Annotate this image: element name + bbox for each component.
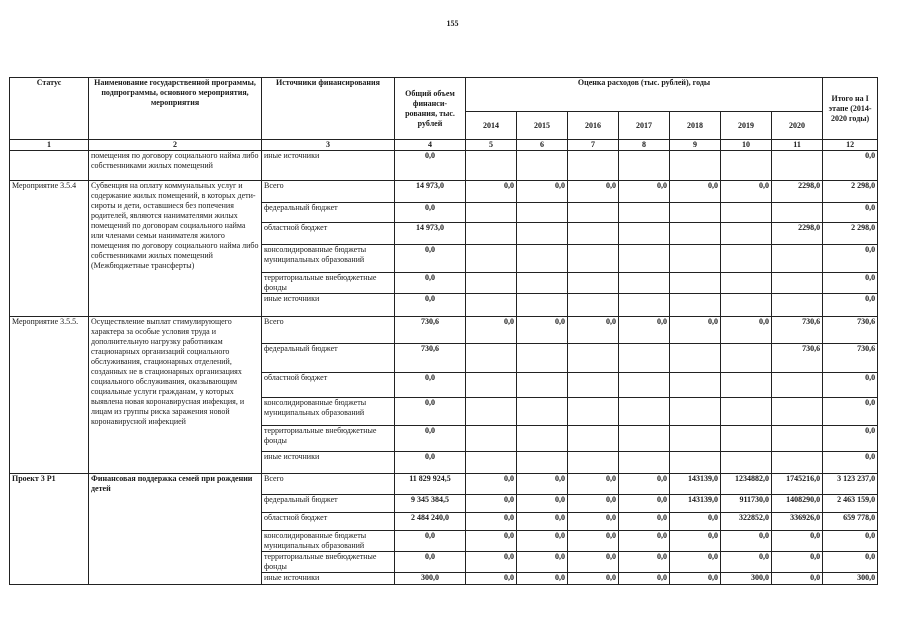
row-total: 0,0 (395, 294, 466, 317)
header-total: Общий объем финанси-рования, тыс. рублей (395, 78, 466, 140)
column-index: 6 (517, 140, 568, 151)
row-year-value (670, 151, 721, 181)
row-year-value (466, 203, 517, 223)
row-year-value: 0,0 (466, 513, 517, 531)
row-year-value (772, 426, 823, 452)
row-year-value (772, 294, 823, 317)
table-row (10, 474, 878, 495)
header-status: Статус (10, 78, 89, 140)
header-year: 2015 (517, 112, 568, 140)
row-year-value (619, 151, 670, 181)
row-source: Всего (262, 317, 395, 344)
header-itogo: Итого на I этапе (2014-2020 годы) (823, 78, 878, 140)
header-index-row (10, 140, 878, 151)
row-source: областной бюджет (262, 223, 395, 245)
row-itogo: 2 298,0 (823, 181, 878, 203)
row-year-value: 0,0 (517, 552, 568, 573)
row-year-value (466, 426, 517, 452)
row-total: 0,0 (395, 373, 466, 398)
row-year-value (466, 344, 517, 373)
row-source: территориальные внебюджетные фонды (262, 273, 395, 294)
row-year-value (772, 203, 823, 223)
row-year-value: 1234882,0 (721, 474, 772, 495)
row-year-value (619, 373, 670, 398)
row-source: федеральный бюджет (262, 495, 395, 513)
row-total: 14 973,0 (395, 223, 466, 245)
header-year: 2014 (466, 112, 517, 140)
row-year-value (517, 452, 568, 474)
row-total: 730,6 (395, 344, 466, 373)
row-itogo: 300,0 (823, 573, 878, 585)
row-year-value (721, 344, 772, 373)
row-year-value (721, 203, 772, 223)
row-year-value (517, 373, 568, 398)
row-total: 2 484 240,0 (395, 513, 466, 531)
row-itogo: 659 778,0 (823, 513, 878, 531)
row-year-value (466, 398, 517, 426)
row-year-value: 0,0 (670, 513, 721, 531)
row-itogo: 2 463 159,0 (823, 495, 878, 513)
row-year-value: 0,0 (466, 573, 517, 585)
row-year-value: 2298,0 (772, 223, 823, 245)
row-year-value (670, 245, 721, 273)
row-year-value: 0,0 (466, 317, 517, 344)
row-total: 0,0 (395, 452, 466, 474)
row-year-value: 0,0 (670, 552, 721, 573)
row-year-value: 0,0 (517, 474, 568, 495)
row-year-value (619, 426, 670, 452)
header-year: 2017 (619, 112, 670, 140)
row-year-value: 911730,0 (721, 495, 772, 513)
row-total: 300,0 (395, 573, 466, 585)
row-year-value: 143139,0 (670, 474, 721, 495)
header-name: Наименование государственной программы, подпрограммы, основного мероприятия, мероприятия (89, 78, 262, 140)
row-year-value (721, 398, 772, 426)
row-name: Финансовая поддержка семей при рождении детей (89, 474, 262, 585)
row-year-value (619, 294, 670, 317)
row-year-value (517, 273, 568, 294)
row-year-value: 0,0 (517, 181, 568, 203)
row-total: 0,0 (395, 426, 466, 452)
column-index: 11 (772, 140, 823, 151)
header-estimate: Оценка расходов (тыс. рублей), годы (466, 78, 823, 112)
row-year-value: 2298,0 (772, 181, 823, 203)
row-year-value (670, 294, 721, 317)
row-year-value: 0,0 (568, 552, 619, 573)
row-year-value (772, 273, 823, 294)
row-year-value: 0,0 (772, 552, 823, 573)
row-year-value: 0,0 (619, 474, 670, 495)
table-body (10, 151, 878, 585)
row-source: областной бюджет (262, 373, 395, 398)
table-row (10, 151, 878, 181)
row-year-value (670, 373, 721, 398)
row-year-value: 0,0 (721, 317, 772, 344)
row-year-value (568, 426, 619, 452)
row-year-value: 0,0 (619, 573, 670, 585)
row-total: 0,0 (395, 531, 466, 552)
column-index: 2 (89, 140, 262, 151)
row-year-value (517, 245, 568, 273)
row-year-value (721, 151, 772, 181)
row-year-value: 0,0 (517, 573, 568, 585)
row-year-value: 0,0 (619, 513, 670, 531)
row-status (10, 151, 89, 181)
row-source: Всего (262, 474, 395, 495)
row-year-value: 0,0 (517, 495, 568, 513)
row-year-value (772, 373, 823, 398)
row-name: помещения по договору социального найма либо собственниками жилых помещений (89, 151, 262, 181)
row-year-value: 0,0 (466, 552, 517, 573)
header-year: 2018 (670, 112, 721, 140)
row-year-value (568, 151, 619, 181)
row-year-value (670, 203, 721, 223)
row-year-value: 322852,0 (721, 513, 772, 531)
header-year: 2019 (721, 112, 772, 140)
row-total: 0,0 (395, 398, 466, 426)
row-itogo: 0,0 (823, 426, 878, 452)
row-source: иные источники (262, 573, 395, 585)
row-year-value (670, 398, 721, 426)
column-index: 4 (395, 140, 466, 151)
row-year-value: 0,0 (568, 573, 619, 585)
row-year-value (568, 452, 619, 474)
column-index: 7 (568, 140, 619, 151)
row-year-value: 0,0 (568, 181, 619, 203)
row-status: Мероприятие 3.5.4 (10, 181, 89, 317)
row-total: 0,0 (395, 203, 466, 223)
row-year-value (517, 398, 568, 426)
row-year-value: 0,0 (517, 317, 568, 344)
row-year-value (670, 223, 721, 245)
row-itogo: 0,0 (823, 452, 878, 474)
row-year-value (772, 245, 823, 273)
column-index: 3 (262, 140, 395, 151)
row-source: территориальные внебюджетные фонды (262, 426, 395, 452)
row-year-value (517, 151, 568, 181)
row-year-value (670, 344, 721, 373)
row-total: 0,0 (395, 273, 466, 294)
row-year-value (772, 452, 823, 474)
row-year-value (517, 426, 568, 452)
row-year-value: 0,0 (772, 573, 823, 585)
row-year-value (721, 294, 772, 317)
column-index: 12 (823, 140, 878, 151)
row-name: Осуществление выплат стимулирующего характера за особые условия труда и дополнительную нагрузку работникам стационарных организаций социального обслуживания, стационарных отделений, созданных не в стационарных организациях социального обслуживания, оказывающим социальные услуги гражданам, у которых выявлена новая коронавирусная инфекция, и лицам из группы риска заражения новой коронавирусной инфекцией (89, 317, 262, 474)
row-year-value: 0,0 (772, 531, 823, 552)
row-source: консолидированные бюджеты муниципальных образований (262, 398, 395, 426)
row-year-value: 0,0 (721, 552, 772, 573)
row-year-value (619, 273, 670, 294)
row-year-value: 0,0 (517, 513, 568, 531)
row-year-value: 0,0 (670, 181, 721, 203)
row-year-value (670, 273, 721, 294)
row-total: 0,0 (395, 151, 466, 181)
column-index: 5 (466, 140, 517, 151)
column-index: 9 (670, 140, 721, 151)
row-source: иные источники (262, 452, 395, 474)
row-year-value: 0,0 (568, 474, 619, 495)
row-year-value (670, 452, 721, 474)
row-year-value (466, 223, 517, 245)
row-source: консолидированные бюджеты муниципальных образований (262, 531, 395, 552)
row-year-value: 0,0 (619, 531, 670, 552)
row-year-value (568, 223, 619, 245)
row-year-value (517, 294, 568, 317)
row-itogo: 2 298,0 (823, 223, 878, 245)
row-year-value: 0,0 (670, 531, 721, 552)
row-status: Мероприятие 3.5.5. (10, 317, 89, 474)
row-year-value (721, 273, 772, 294)
row-total: 0,0 (395, 245, 466, 273)
row-year-value: 0,0 (721, 531, 772, 552)
row-year-value (619, 245, 670, 273)
row-total: 14 973,0 (395, 181, 466, 203)
column-index: 1 (10, 140, 89, 151)
row-year-value: 1408290,0 (772, 495, 823, 513)
row-year-value (721, 426, 772, 452)
row-itogo: 0,0 (823, 398, 878, 426)
row-year-value (619, 452, 670, 474)
row-itogo: 0,0 (823, 273, 878, 294)
row-year-value (517, 203, 568, 223)
header-source: Источники финансирования (262, 78, 395, 140)
table-row (10, 317, 878, 344)
row-year-value (619, 203, 670, 223)
row-year-value: 0,0 (721, 181, 772, 203)
row-itogo: 0,0 (823, 552, 878, 573)
column-index: 10 (721, 140, 772, 151)
row-year-value: 730,6 (772, 344, 823, 373)
row-year-value: 0,0 (466, 495, 517, 513)
row-itogo: 0,0 (823, 294, 878, 317)
row-year-value: 0,0 (466, 181, 517, 203)
row-year-value: 0,0 (568, 495, 619, 513)
row-itogo: 3 123 237,0 (823, 474, 878, 495)
row-year-value: 143139,0 (670, 495, 721, 513)
row-year-value (568, 294, 619, 317)
row-year-value (568, 273, 619, 294)
row-year-value: 0,0 (568, 317, 619, 344)
row-year-value: 0,0 (619, 181, 670, 203)
row-year-value (619, 344, 670, 373)
row-year-value (568, 203, 619, 223)
row-source: федеральный бюджет (262, 203, 395, 223)
row-source: иные источники (262, 294, 395, 317)
row-year-value: 0,0 (466, 474, 517, 495)
row-year-value (772, 398, 823, 426)
row-year-value (466, 245, 517, 273)
column-index: 8 (619, 140, 670, 151)
row-year-value (466, 273, 517, 294)
row-source: консолидированные бюджеты муниципальных образований (262, 245, 395, 273)
row-itogo: 0,0 (823, 151, 878, 181)
row-itogo: 0,0 (823, 531, 878, 552)
row-name: Субвенция на оплату коммунальных услуг и содержание жилых помещений, в которых дети-сироты и дети, оставшиеся без попечения родителей, являются нанимателями жилых помещений по договорам социального найма или членами семьи нанимателя жилого помещения по договору социального найма либо собственниками жилых помещений (Межбюджетные трансферты) (89, 181, 262, 317)
row-year-value (721, 245, 772, 273)
page-number: 155 (446, 19, 459, 28)
row-year-value (721, 223, 772, 245)
row-year-value (568, 373, 619, 398)
row-itogo: 0,0 (823, 203, 878, 223)
row-year-value (721, 373, 772, 398)
row-source: территориальные внебюджетные фонды (262, 552, 395, 573)
row-source: областной бюджет (262, 513, 395, 531)
row-year-value: 0,0 (568, 513, 619, 531)
row-year-value: 300,0 (721, 573, 772, 585)
row-year-value (466, 151, 517, 181)
row-year-value (517, 344, 568, 373)
table-row (10, 181, 878, 203)
row-year-value: 0,0 (517, 531, 568, 552)
row-year-value (670, 426, 721, 452)
row-total: 9 345 384,5 (395, 495, 466, 513)
header-row-top (10, 78, 878, 112)
row-itogo: 730,6 (823, 317, 878, 344)
budget-table (9, 77, 878, 585)
row-year-value (517, 223, 568, 245)
row-year-value (721, 452, 772, 474)
row-total: 0,0 (395, 552, 466, 573)
row-year-value (568, 245, 619, 273)
row-year-value (772, 151, 823, 181)
header-year: 2016 (568, 112, 619, 140)
row-year-value (568, 344, 619, 373)
row-year-value: 0,0 (619, 552, 670, 573)
row-year-value (466, 373, 517, 398)
row-source: Всего (262, 181, 395, 203)
row-year-value (466, 294, 517, 317)
row-total: 730,6 (395, 317, 466, 344)
row-status: Проект 3 Р1 (10, 474, 89, 585)
row-year-value (619, 223, 670, 245)
row-source: иные источники (262, 151, 395, 181)
row-total: 11 829 924,5 (395, 474, 466, 495)
row-itogo: 0,0 (823, 245, 878, 273)
row-year-value: 0,0 (568, 531, 619, 552)
row-year-value: 0,0 (670, 317, 721, 344)
row-year-value: 0,0 (619, 495, 670, 513)
header-year: 2020 (772, 112, 823, 140)
row-year-value (568, 398, 619, 426)
row-year-value: 0,0 (670, 573, 721, 585)
row-year-value (466, 452, 517, 474)
row-source: федеральный бюджет (262, 344, 395, 373)
row-year-value: 0,0 (619, 317, 670, 344)
row-year-value: 336926,0 (772, 513, 823, 531)
row-year-value (619, 398, 670, 426)
row-itogo: 0,0 (823, 373, 878, 398)
row-year-value: 1745216,0 (772, 474, 823, 495)
row-year-value: 0,0 (466, 531, 517, 552)
row-year-value: 730,6 (772, 317, 823, 344)
row-itogo: 730,6 (823, 344, 878, 373)
